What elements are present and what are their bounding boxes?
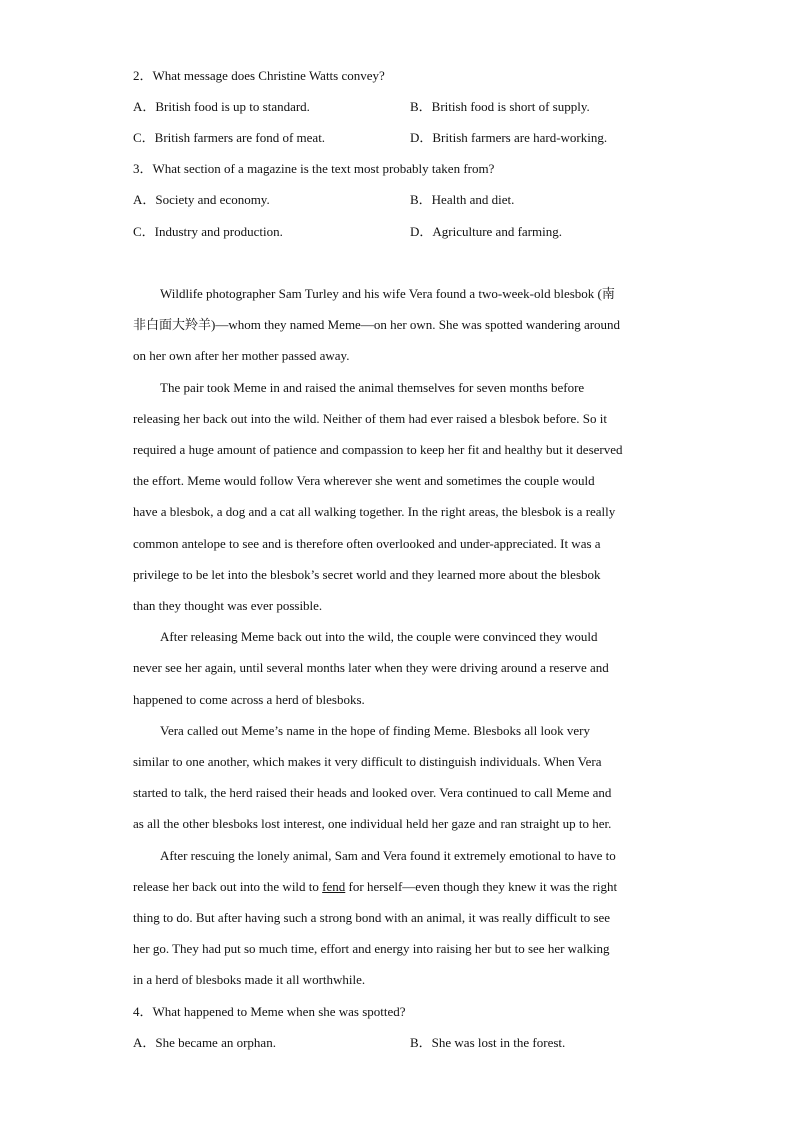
- question-3-option-a: A．Society and economy.: [133, 192, 270, 207]
- passage-p5-line-1: After rescuing the lonely animal, Sam and Vera found it extremely emotional to have to: [160, 848, 616, 863]
- passage-p2-line-1: The pair took Meme in and raised the animal themselves for seven months before: [160, 380, 585, 395]
- passage-p1-line-1: Wildlife photographer Sam Turley and his wife Vera found a two-week-old blesbok (南: [160, 286, 615, 301]
- question-2-option-b: B．British food is short of supply.: [410, 99, 590, 114]
- question-2-option-d: D．British farmers are hard-working.: [410, 130, 608, 145]
- question-2-option-c: C．British farmers are fond of meat.: [133, 130, 326, 145]
- passage-p1-line-3: on her own after her mother passed away.: [133, 348, 350, 363]
- passage-p2-line-7: privilege to be let into the blesbok’s secret world and they learned more about the blesbok: [133, 567, 601, 582]
- passage-p3-line-3: happened to come across a herd of blesboks.: [133, 692, 365, 707]
- passage-p4-line-1: Vera called out Meme’s name in the hope of finding Meme. Blesboks all look very: [160, 723, 590, 738]
- question-4-stem: 4．What happened to Meme when she was spotted?: [133, 1004, 406, 1019]
- passage-p2-line-3: required a huge amount of patience and compassion to keep her fit and healthy but it deserved: [133, 442, 623, 457]
- question-2-option-a: A．British food is up to standard.: [133, 99, 310, 114]
- passage-p3-line-2: never see her again, until several months later when they were driving around a reserve and: [133, 660, 609, 675]
- underlined-word-fend: fend: [322, 879, 346, 894]
- passage-p5-line-2-after: for herself—even though they knew it was the right: [345, 879, 618, 894]
- passage-p5-line-4: her go. They had put so much time, effort and energy into raising her but to see her walking: [133, 941, 610, 956]
- passage-p5-line-2-before: release her back out into the wild to: [133, 879, 323, 894]
- passage-p4-line-3: started to talk, the herd raised their heads and looked over. Vera continued to call Meme and: [133, 785, 612, 800]
- question-4-option-b: B．She was lost in the forest.: [410, 1035, 566, 1050]
- question-3-option-c: C．Industry and production.: [133, 224, 283, 239]
- passage-p4-line-2: similar to one another, which makes it very difficult to distinguish individuals. When Vera: [133, 754, 602, 769]
- passage-p4-line-4: as all the other blesboks lost interest, one individual held her gaze and ran straight up to her.: [133, 816, 612, 831]
- passage-p5-line-3: thing to do. But after having such a strong bond with an animal, it was really difficult to see: [133, 910, 611, 925]
- passage-p2-line-4: the effort. Meme would follow Vera wherever she went and sometimes the couple would: [133, 473, 595, 488]
- passage-p2-line-2: releasing her back out into the wild. Neither of them had ever raised a blesbok before. So it: [133, 411, 607, 426]
- passage-p5-line-2: [133, 879, 617, 895]
- passage-p3-line-1: After releasing Meme back out into the wild, the couple were convinced they would: [160, 629, 598, 644]
- passage-p1-line-2: 非白面大羚羊)—whom they named Meme—on her own. She was spotted wandering around: [133, 317, 621, 332]
- passage-p5-line-5: in a herd of blesboks made it all worthwhile.: [133, 972, 366, 987]
- question-3-option-b: B．Health and diet.: [410, 192, 515, 207]
- question-3-option-d: D．Agriculture and farming.: [410, 224, 562, 239]
- passage-p2-line-8: than they thought was ever possible.: [133, 598, 323, 613]
- question-2-stem: 2．What message does Christine Watts convey?: [133, 68, 385, 83]
- passage-p2-line-5: have a blesbok, a dog and a cat all walking together. In the right areas, the blesbok is a really: [133, 504, 616, 519]
- question-3-stem: 3．What section of a magazine is the text most probably taken from?: [133, 161, 495, 176]
- question-4-option-a: A．She became an orphan.: [133, 1035, 276, 1050]
- passage-p2-line-6: common antelope to see and is therefore often overlooked and under-appreciated. It was a: [133, 536, 601, 551]
